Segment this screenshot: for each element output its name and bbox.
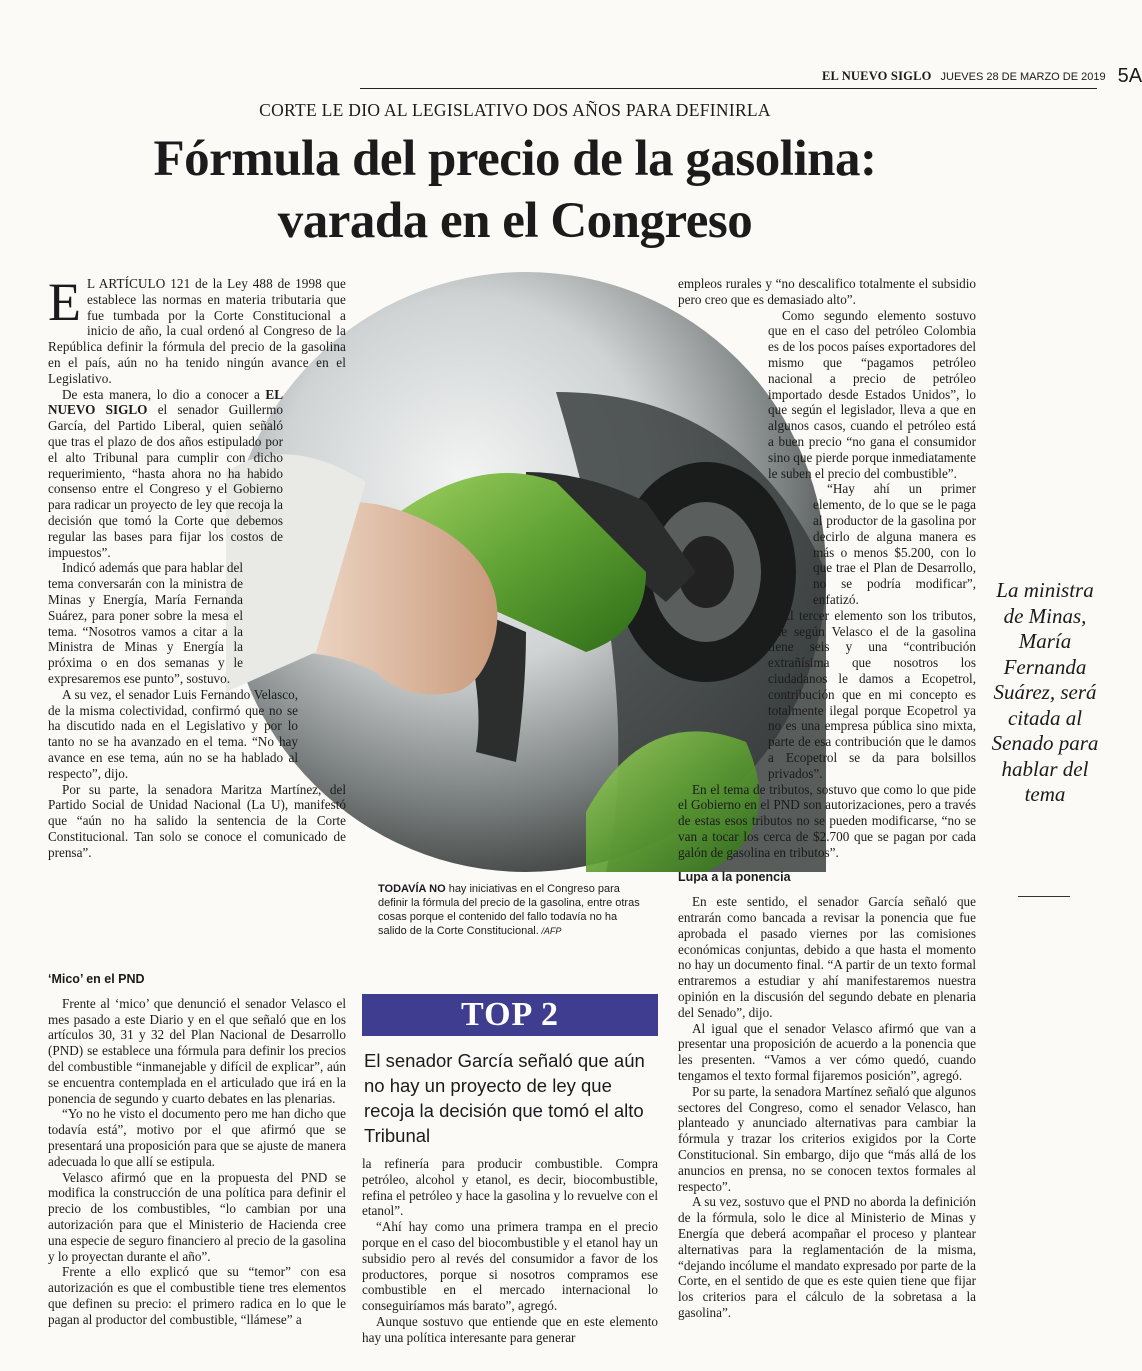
- photo-caption: [378, 882, 640, 938]
- subheading-lupa: Lupa a la ponencia: [678, 870, 791, 885]
- paragraph-text: el senador Guillermo García, del Partido Liberal, quien señaló que tras el plazo de dos años estipulado por el alto Tribunal para cumplir con dicho requerimiento, “hasta ahora no ha habido consenso entre el Congreso y el Gobierno para radicar un proyecto de ley que recoja la decisión que tomó la Corte que debemos regular las bases para fijar los costos de impuestos”.: [48, 402, 283, 560]
- masthead-divider: [360, 88, 1097, 89]
- paragraph: En el tema de tributos, sostuvo que como lo que pide el Gobierno en el PND son autorizaciones, pero a través de estas esos tributos no se pueden modificarse, “no se van a tocar los cerca de $2.700 que se pagan por cada galón de gasolina en tributos”.: [678, 781, 976, 860]
- pull-quote-divider: [1018, 896, 1070, 897]
- caption-text: hay iniciativas en el Congreso para definir la fórmula del precio de la gasolina, entre otras cosas porque el contenido del fallo todavía no ha salido de la Corte Constitucional.: [378, 883, 640, 937]
- paragraph: A su vez, sostuvo que el PND no aborda la definición de la fórmula, solo le dice al Ministerio de Minas y Energía que deberá acompañar el proceso y plantear alternativas para la reglamentación de la misma, “dejando incólume el mandato expresado por parte de la Corte, en el sentido de que es este quien tiene que fijar los criterios para el cálculo de la sobretasa a la gasolina”.: [678, 1194, 976, 1320]
- paragraph: Aunque sostuvo que entiende que en este elemento hay una política interesante para generar: [362, 1313, 658, 1345]
- article-column-1-continued: [48, 962, 346, 1328]
- article-column-1: [48, 272, 346, 860]
- photo-credit: /AFP: [538, 926, 562, 936]
- paragraph: [48, 387, 283, 561]
- paragraph: “Ahí hay como una primera trampa en el precio porque en el caso del biocombustible y el etanol hay un subsidio pero al revés del consumidor a favor de los productores, porque si nosotros compramos ese combustible en el mercado internacional lo conseguiríamos más barato”, agregó.: [362, 1219, 658, 1314]
- paragraph: A su vez, el senador Luis Fernando Velasco, de la misma colectividad, confirmó que no se ha discutido nada en el Legislativo y por lo tanto no se ha avanzado en el tema. “No hay avance en ese tema, aún no se ha hablado al respecto”, dijo.: [48, 686, 298, 781]
- headline-line-2: varada en el Congreso: [277, 193, 753, 249]
- newspaper-name: EL NUEVO SIGLO: [822, 69, 932, 83]
- drop-cap: E: [48, 272, 81, 332]
- paragraph: “Hay ahí un primer elemento, de lo que se le paga al productor de la gasolina por decirlo de alguna manera es más o menos $5.200, con lo que trae el Plan de Desarrollo, no se podría modificar”, enfatizó.: [813, 481, 976, 607]
- paragraph: Velasco afirmó que en la propuesta del PND se modifica la construcción de una política para definir el precio de los combustibles, “lo cambian por una autorización para que el Ministerio de Hacienda cree una especie de seguro financiero al precio de la gasolina y lo proyectan durante el año”.: [48, 1169, 346, 1264]
- paragraph: empleos rurales y “no descalifico totalmente el subsidio pero creo que es demasiado alto”.: [678, 276, 976, 307]
- article-column-3: [678, 276, 976, 1321]
- newspaper-mention: EL NUEVO SIGLO: [48, 386, 283, 418]
- paragraph: la refinería para producir combustible. Compra petróleo, alcohol y etanol, es decir, biocombustible, refina el petróleo y hace la gasolina y lo revuelve con el etanol”.: [362, 1156, 658, 1219]
- headline: [40, 128, 990, 252]
- pull-quote: La ministra de Minas, María Fernanda Suárez, será citada al Senado para hablar del tema: [991, 578, 1099, 806]
- subheading-mico: ‘Mico’ en el PND: [48, 972, 145, 986]
- lead-paragraph: L ARTÍCULO 121 de la Ley 488 de 1998 que establece las normas en materia tributaria que fue tumbada por la Corte Constitucional a inicio de año, la cual ordenó al Congreso de la República definir la fórmula del precio de la gasolina en el país, aún no ha tenido ningún avance en el Legislativo.: [48, 276, 346, 386]
- headline-line-1: Fórmula del precio de la gasolina:: [153, 131, 877, 187]
- paragraph: “Yo no he visto el documento pero me han dicho que todavía está”, motivo por el que afirmó que se presentará una proposición para que se ajuste de manera adecuada lo que allí se estipula.: [48, 1106, 346, 1169]
- paragraph: Por su parte, la senadora Martínez señaló que algunos sectores del Congreso, como el senador Velasco, han planteado y anunciado alternativas para cambiar la fórmula y trazar los criterios exigidos por la Corte Constitucional. Sin embargo, dijo que “más allá de los anuncios en prensa, no se conocen textos formales al respecto”.: [678, 1083, 976, 1194]
- paragraph: Indicó además que para hablar del tema conversarán con la ministra de Minas y Energía, María Fernanda Suárez, para poner sobre la mesa el tema. “Nosotros vamos a citar a la Ministra de Minas y Energía la próxima o en dos semanas y le expresaremos ese punto”, sostuvo.: [48, 560, 243, 686]
- article-column-2: [362, 1156, 658, 1346]
- masthead: [822, 63, 1142, 89]
- paragraph: Al igual que el senador Velasco afirmó que van a presentar una proposición de acuerdo a la ponencia que les presenten. “Vamos a ver cómo quedó, cuando tengamos el texto formal fijaremos posición”, agregó.: [678, 1020, 976, 1084]
- issue-date: JUEVES 28 DE MARZO DE 2019: [940, 71, 1106, 83]
- top2-banner: TOP 2: [362, 994, 658, 1036]
- paragraph: Frente al ‘mico’ que denunció el senador Velasco el mes pasado a este Diario y en el que señaló que en los artículos 30, 31 y 32 del Plan Nacional de Desarrollo (PND) se establece una fórmula para definir los precios del combustible “inmanejable y difícil de explicar”, aún se encuentra contemplada en el articulado que irá en la ponencia de segundo y cuarto debates en las plenarias.: [48, 995, 346, 1106]
- caption-lead: TODAVÍA NO: [378, 883, 446, 895]
- paragraph: Por su parte, la senadora Maritza Martínez, del Partido Social de Unidad Nacional (La U), manifestó que “aún no ha salido la sentencia de la Corte Constitucional. Tan solo se conoce el comunicado de prensa”.: [48, 781, 346, 860]
- kicker: CORTE LE DIO AL LEGISLATIVO DOS AÑOS PARA DEFINIRLA: [259, 100, 771, 120]
- top2-quote: El senador García señaló que aún no hay un proyecto de ley que recoja la decisión que tomó el alto Tribunal: [364, 1050, 645, 1146]
- paragraph-text: De esta manera, lo dio a conocer a: [62, 386, 266, 402]
- paragraph: Frente a ello explicó que su “temor” con esa autorización es que el combustible tiene tres elementos que definen su precio: el primero radica en lo que le pagan al productor del combustible, “llámese” a: [48, 1264, 346, 1327]
- page-number: 5A: [1117, 65, 1142, 87]
- paragraph: En este sentido, el senador García señaló que entrarán como bancada a revisar la ponencia que fue aprobada el pasado viernes por las comisiones económicas conjuntas, debido a que hasta el momento no hay un documento final. “A partir de un texto formal entraremos a estudiar y ahí manifestaremos nuestra opinión en la discusión del segundo debate en plenaria del Senado”, dijo.: [678, 894, 976, 1020]
- paragraph: Como segundo elemento sostuvo que en el caso del petróleo Colombia es de los pocos países exportadores del mismo que “pagamos petróleo nacional a precio de petróleo importado desde Estados Unidos”, lo que según el legislador, lleva a que en algunos casos, cuando el petróleo está a buen precio “no gana el consumidor sino que pierde porque inmediatamente le suben el precio del combustible”.: [768, 307, 976, 481]
- paragraph: El tercer elemento son los tributos, que según Velasco el de la gasolina tiene seis y una “contribución extrañísima que nosotros los ciudadanos le damos a Ecopetrol, contribución que en mi concepto es totalmente ilegal porque Ecopetrol ya no es una empresa pública sino mixta, parte de esa contribución que le damos a Ecopetrol se da para bolsillos privados”.: [768, 607, 976, 781]
